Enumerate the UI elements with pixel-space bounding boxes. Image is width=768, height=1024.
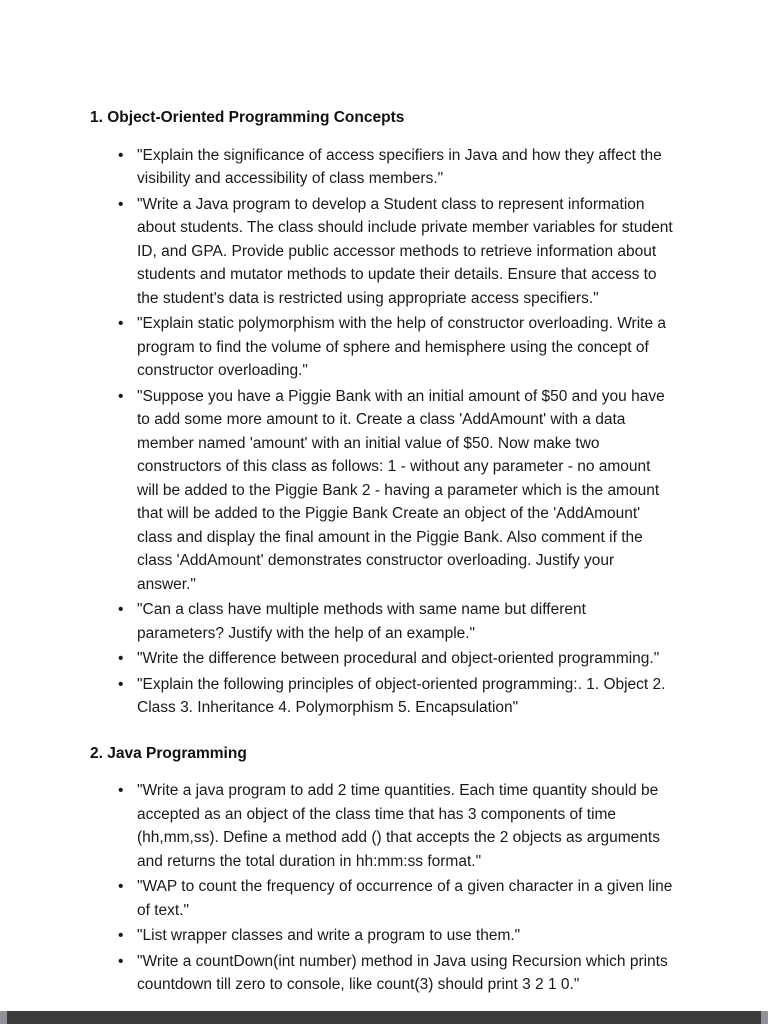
bullet-item: • "Write a Java program to develop a Student class to represent information about students. The class should include private member variables for student ID, and GPA. Provide public accessor methods to retrieve information about students and mutator methods to update their details. Ensure that access to the student's data is restricted using appropriate access specifiers." (118, 193, 676, 311)
section-oop-concepts (90, 106, 676, 720)
bullet-item: • "Explain the following principles of object-oriented programming:. 1. Object 2. Class 3. Inheritance 4. Polymorphism 5. Encapsulation" (118, 673, 676, 720)
bullet-list (90, 144, 676, 720)
bullet-item: • "Explain the significance of access specifiers in Java and how they affect the visibility and accessibility of class members." (118, 144, 676, 191)
bullet-item: • "Write a java program to add 2 time quantities. Each time quantity should be accepted as an object of the class time that has 3 components of time (hh,mm,ss). Define a method add () that accepts the 2 objects as arguments and returns the total duration in hh:mm:ss format." (118, 779, 676, 873)
bullet-item: • "Write the difference between procedural and object-oriented programming." (118, 647, 676, 671)
section-heading: 2. Java Programming (90, 744, 247, 762)
section-java-programming (90, 742, 676, 997)
bullet-item: • "Write a countDown(int number) method in Java using Recursion which prints countdown till zero to console, like count(3) should print 3 2 1 0." (118, 950, 676, 997)
bullet-item: • "Can a class have multiple methods with same name but different parameters? Justify with the help of an example." (118, 598, 676, 645)
bullet-item: • "Explain static polymorphism with the help of constructor overloading. Write a program to find the volume of sphere and hemisphere using the concept of constructor overloading." (118, 312, 676, 383)
bullet-list (90, 779, 676, 997)
bullet-item: • "WAP to count the frequency of occurrence of a given character in a given line of text." (118, 875, 676, 922)
bottom-bar-right-edge (761, 1011, 768, 1024)
viewer-bottom-bar (0, 1011, 768, 1024)
bottom-bar-left-edge (0, 1011, 7, 1024)
section-heading: 1. Object-Oriented Programming Concepts (90, 109, 405, 126)
bullet-item: • "List wrapper classes and write a program to use them." (118, 924, 676, 948)
bullet-item: • "Suppose you have a Piggie Bank with an initial amount of $50 and you have to add some more amount to it. Create a class 'AddAmount' with a data member named 'amount' with an initial value of $50. Now make two constructors of this class as follows: 1 - without any parameter - no amount will be added to the Piggie Bank 2 - having a parameter which is the amount that will be added to the Piggie Bank Create an object of the 'AddAmount' class and display the final amount in the Piggie Bank. Also comment if the class 'AddAmount' demonstrates constructor overloading. Justify your answer." (118, 385, 676, 597)
